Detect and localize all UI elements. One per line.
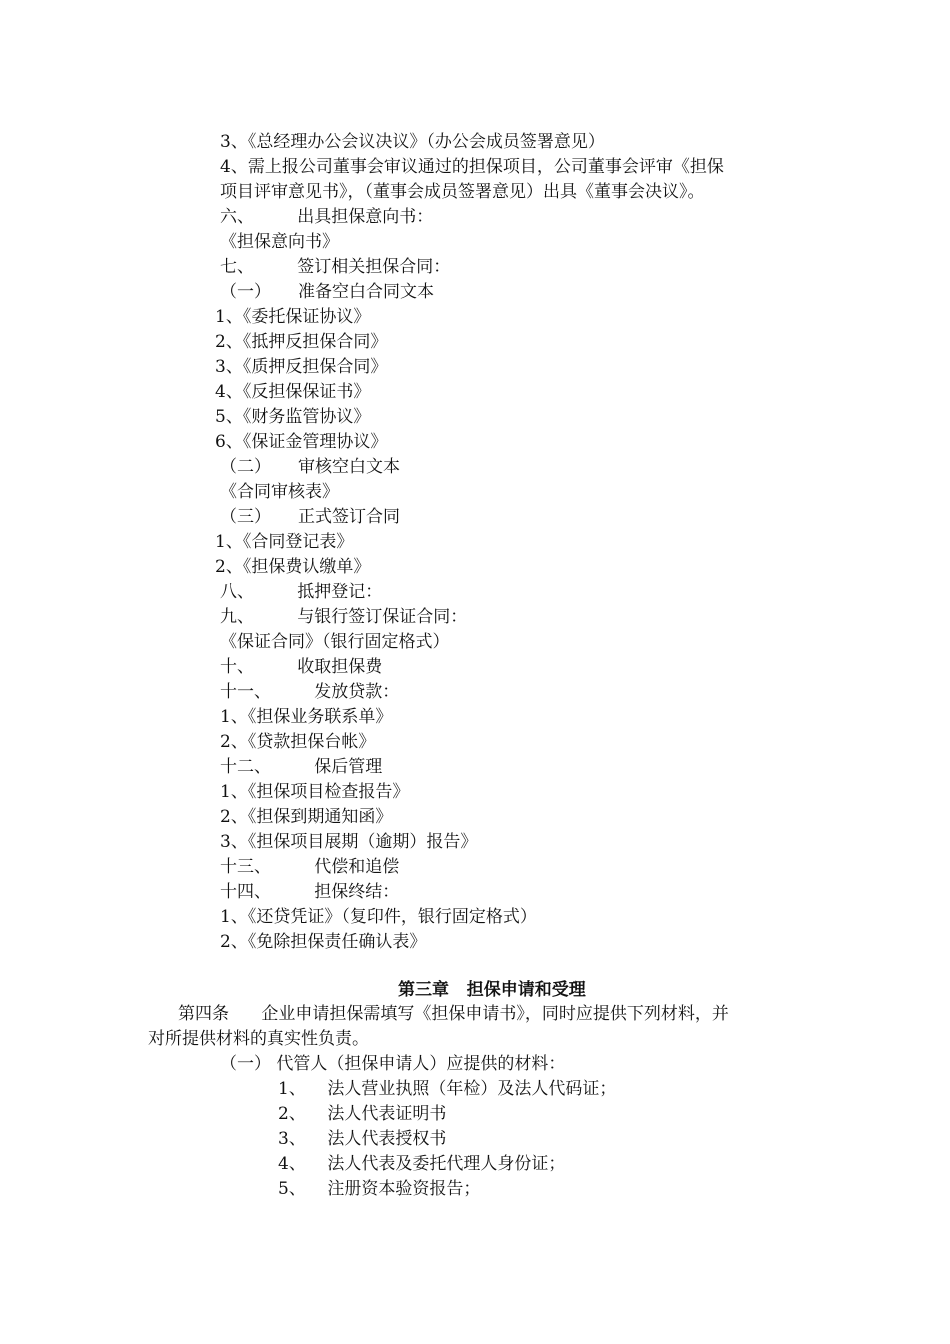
list-line: 2、《抵押反担保合同》 xyxy=(215,332,388,352)
list-line: 2、《贷款担保台帐》 xyxy=(220,732,376,752)
article-subheading: （一） 代管人（担保申请人）应提供的材料： xyxy=(220,1054,566,1074)
material-item: 2、 法人代表证明书 xyxy=(278,1104,447,1124)
list-line: 《担保意向书》 xyxy=(220,232,339,252)
list-line: 5、《财务监管协议》 xyxy=(215,407,371,427)
list-line: 十三、 代偿和追偿 xyxy=(220,857,400,877)
material-item: 3、 法人代表授权书 xyxy=(278,1129,447,1149)
list-line: 1、《还贷凭证》（复印件，银行固定格式） xyxy=(220,907,537,927)
list-line: 3、《担保项目展期（逾期）报告》 xyxy=(220,832,478,852)
list-line: 6、《保证金管理协议》 xyxy=(215,432,388,452)
chapter-title: 第三章 担保申请和受理 xyxy=(398,980,586,1000)
list-line: 1、《担保项目检查报告》 xyxy=(220,782,410,802)
list-line: 2、《担保费认缴单》 xyxy=(215,557,371,577)
list-line: 项目评审意见书》，（董事会成员签署意见）出具《董事会决议》。 xyxy=(220,182,705,202)
list-line: （二） 审核空白文本 xyxy=(220,457,401,477)
material-item: 5、 注册资本验资报告； xyxy=(278,1179,481,1199)
list-line: 六、 出具担保意向书： xyxy=(220,207,434,227)
list-line: 4、《反担保保证书》 xyxy=(215,382,371,402)
list-line: 3、《总经理办公会议决议》（办公会成员签署意见） xyxy=(220,132,605,152)
list-line: 4、需上报公司董事会审议通过的担保项目，公司董事会评审《担保 xyxy=(220,157,724,177)
list-line: 2、《担保到期通知函》 xyxy=(220,807,393,827)
list-line: 八、 抵押登记： xyxy=(220,582,383,602)
list-line: 十四、 担保终结： xyxy=(220,882,400,902)
list-line: 1、《合同登记表》 xyxy=(215,532,354,552)
list-line: 2、《免除担保责任确认表》 xyxy=(220,932,427,952)
list-line: 3、《质押反担保合同》 xyxy=(215,357,388,377)
list-line: 十一、 发放贷款： xyxy=(220,682,400,702)
list-line: 七、 签订相关担保合同： xyxy=(220,257,451,277)
article-line: 对所提供材料的真实性负责。 xyxy=(148,1029,369,1049)
list-line: （三） 正式签订合同 xyxy=(220,507,401,527)
list-line: 1、《担保业务联系单》 xyxy=(220,707,393,727)
list-line: （一） 准备空白合同文本 xyxy=(220,282,435,302)
list-line: 1、《委托保证协议》 xyxy=(215,307,371,327)
list-line: 《合同审核表》 xyxy=(220,482,339,502)
list-line: 《保证合同》（银行固定格式） xyxy=(220,632,450,652)
list-line: 十二、 保后管理 xyxy=(220,757,383,777)
material-item: 4、 法人代表及委托代理人身份证； xyxy=(278,1154,566,1174)
article-line: 第四条 企业申请担保需填写《担保申请书》，同时应提供下列材料，并 xyxy=(178,1004,729,1024)
list-line: 九、 与银行签订保证合同： xyxy=(220,607,468,627)
material-item: 1、 法人营业执照（年检）及法人代码证； xyxy=(278,1079,617,1099)
list-line: 十、 收取担保费 xyxy=(220,657,383,677)
